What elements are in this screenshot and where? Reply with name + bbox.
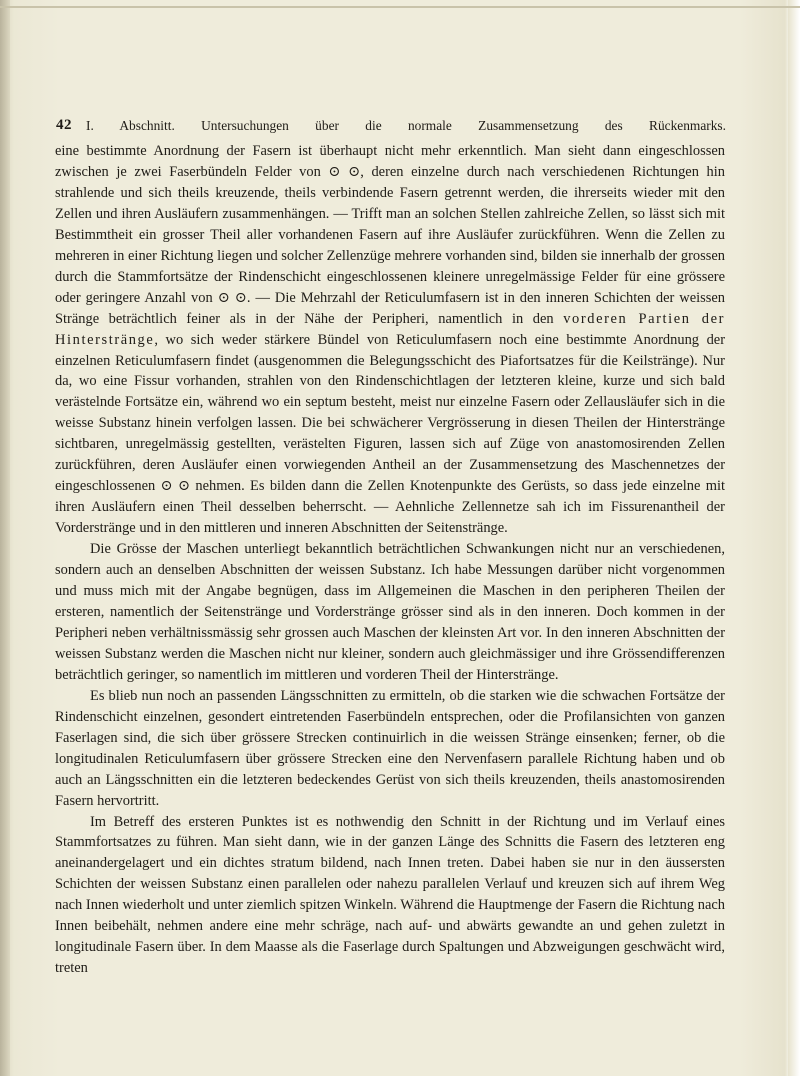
paragraph-3: Es blieb nun noch an passenden Längsschnitten zu ermitteln, ob die starken wie die schwachen Fortsätze der Rindenschicht einzelnen, gesondert eintretenden Faserbündeln entsprechen, oder die Profilansichten von ganzen Faserlagen sind, die sich über grössere Strecken continuirlich in die weissen Stränge einsenken; ferner, ob die longitudinalen Reticulumfasern über grössere Strecken eine den Nervenfasern parallele Richtung haben und ob auch an Längsschnitten ein die letzteren bedeckendes Gerüst von sich theils kreuzenden, theils anastomosirenden Fasern hervortritt. (55, 687, 725, 809)
running-head: I. Abschnitt. Untersuchungen über die normale Zusammensetzung des Rückenmarks. (86, 118, 726, 133)
body-text (55, 141, 725, 979)
page-header (56, 117, 724, 137)
paragraph-2: Die Grösse der Maschen unterliegt bekanntlich beträchtlichen Schwankungen nicht nur an verschiedenen, sondern auch an denselben Abschnitten der weissen Substanz. Ich habe Messungen darüber nicht vorgenommen und muss mich mit der Angabe begnügen, dass im Allgemeinen die Maschen in den peripheren Theilen der ersteren, namentlich der Seitenstränge und Vorderstränge grösser sind als in den inneren. Doch kommen in der Peripheri neben verhältnissmässig sehr grossen auch Maschen der kleinsten Art vor. In den inneren Abschnitten der weissen Substanz werden die Maschen nicht nur kleiner, sondern auch gleichmässiger und ihre Grössendifferenzen beträchtlich geringer, so namentlich im mittleren und vorderen Theil der Hinterstränge. (55, 541, 725, 683)
page-number: 42 (56, 117, 72, 133)
paragraph-4: Im Betreff des ersteren Punktes ist es nothwendig den Schnitt in der Richtung und im Verlauf eines Stammfortsatzes zu führen. Man sieht dann, wie in der ganzen Länge des Schnitts die Fasern des letzteren eng aneinandergelagert und ein dichtes stratum bildend, nach Innen treten. Dabei haben sie nur in den äussersten Schichten der weissen Substanz einen parallelen oder nahezu parallelen Verlauf und kreuzen sich auf ihrem Weg nach Innen wiederholt und unter ziemlich spitzen Winkeln. Während die Hauptmenge der Fasern die Richtung nach Innen beibehält, nehmen andere eine mehr schräge, nach auf- und abwärts gewandte an und gehen zuletzt in longitudinale Fasern über. In dem Maasse als die Faserlage durch Spaltungen und Abzweigungen geschwächt wird, treten (55, 813, 725, 977)
paragraph-1-part-b: , wo sich weder stärkere Bündel von Reticulumfasern noch eine bestimmte Anordnung der einzelnen Reticulumfasern findet (ausgenommen die Belegungsschicht des Piafortsatzes für die Keilstränge). Nur da, wo eine Fissur vorhanden, strahlen von den Rindenschichtlagen der letzteren kleine, kurze und sich bald verästelnde Fortsätze ein, während wo ein septum besteht, meist nur einzelne Fasern oder Zellausläufer sich in die weisse Substanz hinein verfolgen lassen. Die bei schwächerer Vergrösserung in diesen Theilen der Hinterstränge sichtbaren, unregelmässig gestellten, verästelten Figuren, lassen sich auf Züge von anastomosirenden Zellen zurückführen, deren Ausläufer einen vorwiegenden Antheil an der Zusammensetzung des Maschennetzes der eingeschlossenen ⊙ ⊙ nehmen. Es bilden dann die Zellen Knotenpunkte des Gerüsts, so dass jede einzelne mit ihren Ausläufern einen Theil desselben beherrscht. — Aehnliche Zellennetze sah ich im Fissurenantheil der Vorderstränge und in den mittleren und inneren Abschnitten der Seitenstränge. (55, 331, 725, 537)
spaced-emphasis: vorderen Partien der Hinterstränge (55, 310, 725, 348)
page-outer-edge (788, 0, 800, 1076)
page-top-edge (0, 6, 800, 8)
page-binding-edge (0, 0, 10, 1076)
paragraph-1 (55, 141, 725, 539)
paragraph-1-part-a: eine bestimmte Anordnung der Fasern ist überhaupt nicht mehr erkenntlich. Man sieht dann eingeschlossen zwischen je zwei Faserbündeln Felder von ⊙ ⊙, deren einzelne durch nach verschiedenen Richtungen hin strahlende und sich theils kreuzende, theils verbindende Fasern getrennt werden, die ihrerseits wieder mit den Zellen und ihren Ausläufern zusammenhängen. — Trifft man an solchen Stellen zahlreiche Zellen, so lässt sich mit Bestimmtheit ein grosser Theil aller vorhandenen Fasern auf ihre Ausläufer zurückführen. Wenn die Zellen zu mehreren in einer Richtung liegen und solcher Zellenzüge mehrere vorhanden sind, bilden sie innerhalb der grossen durch die Stammfortsätze der Rindenschicht eingeschlossenen kleinere unregelmässige Felder für eine grössere oder geringere Anzahl von ⊙ ⊙. — Die Mehrzahl der Reticulumfasern ist in den inneren Schichten der weissen Stränge beträchtlich feiner als in der Nähe der Peripheri, namentlich in den (55, 143, 725, 327)
